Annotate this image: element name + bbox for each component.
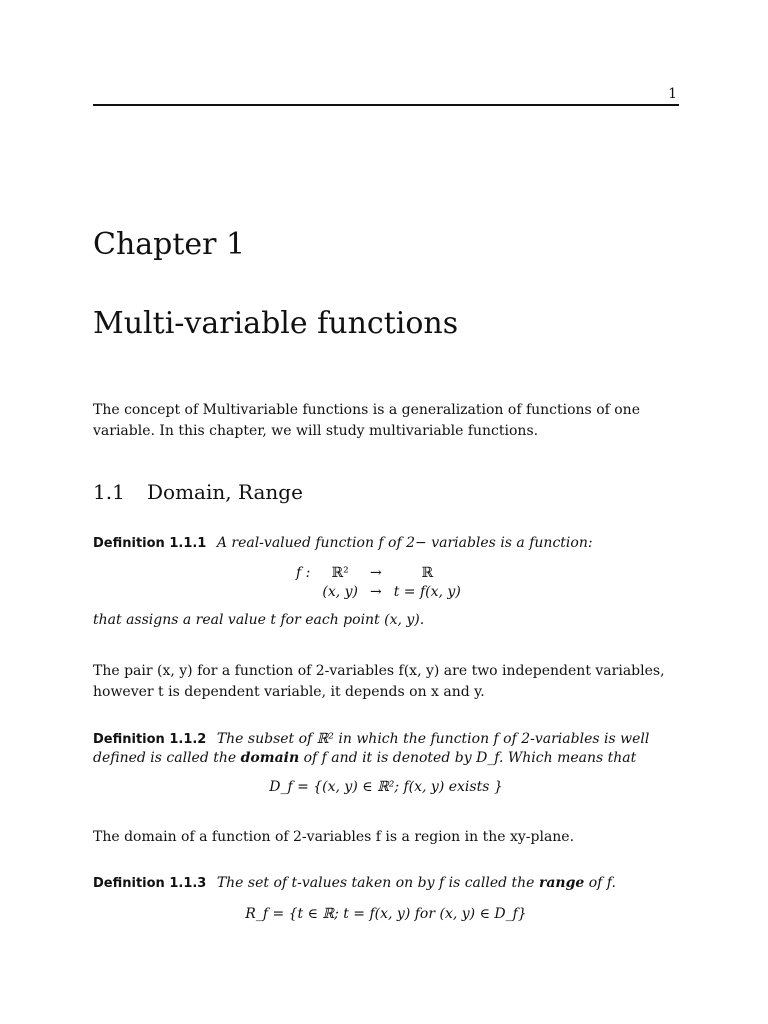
mapping-row <box>290 582 467 601</box>
paragraph-domain: The domain of a function of 2-variables f is a region in the xy-plane. <box>93 829 575 845</box>
definition-2-body-after: of f and it is denoted by D_f. Which means that <box>303 750 637 766</box>
definition-3-keyword: range <box>538 875 585 891</box>
section-title: Domain, Range <box>147 480 303 504</box>
definition-3 <box>93 874 679 893</box>
definition-2-body-before: The subset of ℝ² in which the function f of 2-variables is well defined is called the <box>93 731 650 766</box>
mapping-row <box>290 563 467 582</box>
definition-3-body-before: The set of t-values taken on by f is called the <box>216 875 535 891</box>
mapping-arrow: → <box>370 564 382 581</box>
section-heading <box>93 480 303 504</box>
mapping-codomain: t = f(x, y) <box>393 583 461 600</box>
mapping-name: f : <box>296 564 311 581</box>
mapping-name <box>290 582 316 601</box>
definition-2-keyword: domain <box>240 750 300 766</box>
domain-formula: D_f = {(x, y) ∈ ℝ²; f(x, y) exists } <box>269 779 503 795</box>
function-mapping <box>290 563 467 601</box>
definition-1-continuation: that assigns a real value t for each point (x, y). <box>93 612 425 628</box>
range-formula: R_f = {t ∈ ℝ; t = f(x, y) for (x, y) ∈ D_f} <box>245 906 527 922</box>
definition-2 <box>93 730 679 768</box>
header-rule <box>93 104 679 106</box>
page-number: 1 <box>668 86 677 102</box>
definition-3-label: Definition 1.1.3 <box>93 876 207 891</box>
definition-3-body-after: of f. <box>588 875 616 891</box>
mapping-arrow: → <box>370 583 382 600</box>
definition-1 <box>93 534 679 553</box>
paragraph-variables: The pair (x, y) for a function of 2-variables f(x, y) are two independent variables, however t is dependent variable, it depends on x and y. <box>93 663 665 700</box>
definition-1-body: A real-valued function f of 2− variables is a function: <box>216 535 593 551</box>
definition-1-label: Definition 1.1.1 <box>93 536 207 551</box>
mapping-codomain: ℝ <box>421 564 434 581</box>
chapter-label: Chapter 1 <box>93 227 246 262</box>
mapping-domain: (x, y) <box>322 583 358 600</box>
intro-paragraph: The concept of Multivariable functions is a generalization of functions of one variable. In this chapter, we will study multivariable functions. <box>93 402 640 439</box>
chapter-title: Multi-variable functions <box>93 306 459 341</box>
section-number: 1.1 <box>93 480 125 504</box>
mapping-domain: ℝ² <box>331 564 349 581</box>
definition-2-label: Definition 1.1.2 <box>93 732 207 747</box>
